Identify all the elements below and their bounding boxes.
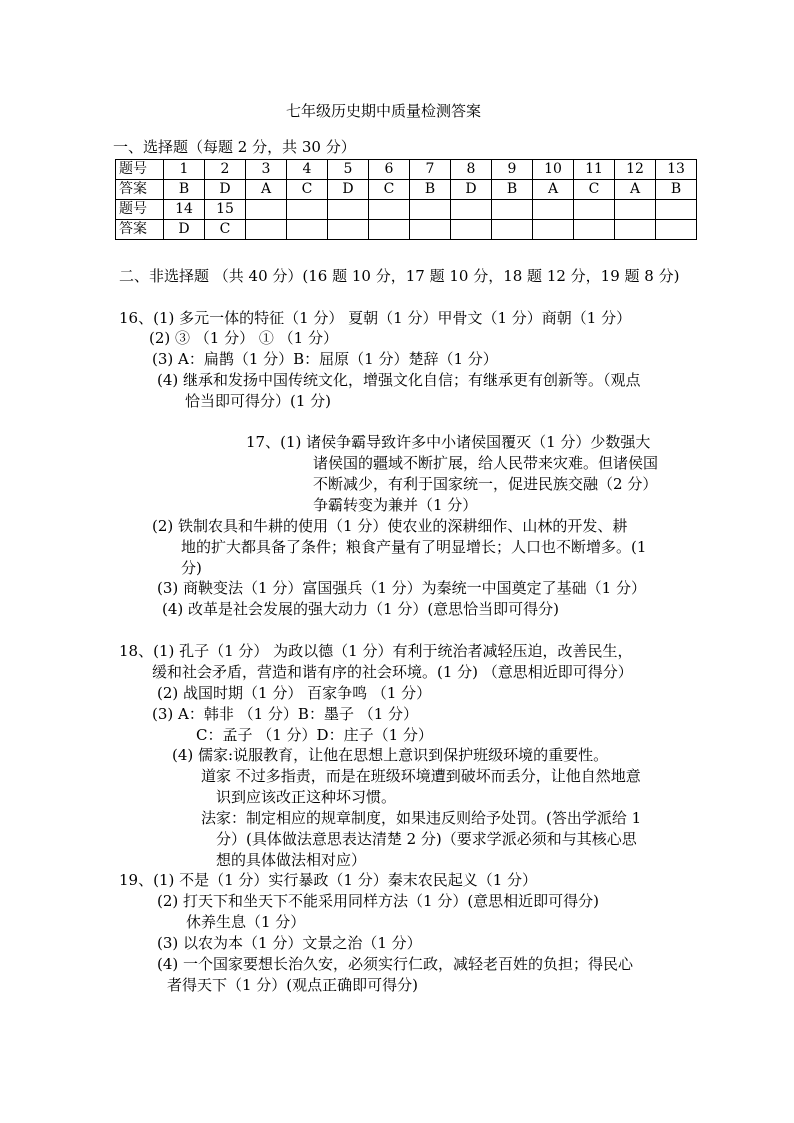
- answer-line: (2) ③ （1 分） ① （1 分）: [149, 329, 338, 347]
- table-cell: 3: [246, 160, 287, 180]
- table-cell: 11: [574, 160, 615, 180]
- answer-line: 恰当即可得分）(1 分): [185, 392, 332, 410]
- table-cell: [615, 220, 656, 240]
- table-cell: C: [574, 180, 615, 200]
- answer-line: 缓和社会矛盾，营造和谐有序的社会环境。(1 分) （意思相近即可得分）: [152, 663, 633, 681]
- table-cell: [369, 200, 410, 220]
- answer-line: (4) 改革是社会发展的强大动力（1 分）(意思恰当即可得分): [162, 600, 560, 618]
- table-cell: 题号: [116, 160, 164, 180]
- table-cell: B: [656, 180, 697, 200]
- answer-line: 想的具体做法相对应）: [216, 851, 367, 869]
- answer-line: 17、(1) 诸侯争霸导致许多中小诸侯国覆灭（1 分）少数强大: [246, 433, 651, 451]
- table-cell: 15: [205, 200, 246, 220]
- table-cell: [246, 220, 287, 240]
- table-cell: [287, 220, 328, 240]
- table-cell: [656, 200, 697, 220]
- answer-line: 分): [181, 559, 202, 577]
- table-cell: [328, 220, 369, 240]
- table-cell: 6: [369, 160, 410, 180]
- table-cell: 12: [615, 160, 656, 180]
- answer-line: (2) 铁制农具和牛耕的使用（1 分）使农业的深耕细作、山林的开发、耕: [152, 517, 628, 535]
- table-cell: [574, 200, 615, 220]
- answer-line: (4) 一个国家要想长治久安，必须实行仁政，减轻老百姓的负担；得民心: [157, 955, 634, 973]
- table-cell: [246, 200, 287, 220]
- table-cell: 9: [492, 160, 533, 180]
- answer-line: 道家 不过多指责，而是在班级环境遭到破坏而丢分，让他自然地意: [201, 767, 641, 785]
- answer-line: (4) 儒家:说服教育，让他在思想上意识到保护班级环境的重要性。: [172, 746, 609, 764]
- answer-table: [115, 159, 697, 240]
- table-cell: B: [410, 180, 451, 200]
- answer-line: 法家：制定相应的规章制度，如果违反则给予处罚。(答出学派给 1: [201, 809, 642, 827]
- section1-heading: 一、选择题（每题 2 分，共 30 分）: [113, 138, 356, 156]
- table-cell: A: [533, 180, 574, 200]
- table-cell: C: [205, 220, 246, 240]
- answer-line: (3) 商鞅变法（1 分）富国强兵（1 分）为秦统一中国奠定了基础（1 分）: [157, 579, 646, 597]
- answer-line: (2) 战国时期（1 分） 百家争鸣 （1 分）: [157, 684, 432, 702]
- table-cell: [615, 200, 656, 220]
- table-cell: [410, 200, 451, 220]
- table-cell: 10: [533, 160, 574, 180]
- table-cell: [492, 220, 533, 240]
- table-cell: B: [164, 180, 205, 200]
- table-cell: 7: [410, 160, 451, 180]
- answer-line: (3) A：韩非 （1 分）B：墨子 （1 分）: [152, 705, 419, 723]
- table-cell: [287, 200, 328, 220]
- table-cell: 答案: [116, 220, 164, 240]
- table-cell: 8: [451, 160, 492, 180]
- answer-line: (4) 继承和发扬中国传统文化，增强文化自信；有继承更有创新等。（观点: [157, 371, 641, 389]
- table-cell: [369, 220, 410, 240]
- section2-heading: 二、非选择题 （共 40 分）(16 题 10 分，17 题 10 分，18 题 12 分，19 题 8 分): [119, 267, 680, 285]
- table-cell: [451, 220, 492, 240]
- answer-line: (3) 以农为本（1 分）文景之治（1 分）: [157, 934, 422, 952]
- table-row: [116, 180, 697, 200]
- table-cell: 13: [656, 160, 697, 180]
- answer-line: 不断减少，有利于国家统一，促进民族交融（2 分）: [313, 475, 658, 493]
- answer-line: 争霸转变为兼并（1 分）: [313, 496, 478, 514]
- answer-line: 休养生息（1 分）: [186, 913, 306, 931]
- answer-line: 诸侯国的疆域不断扩展，给人民带来灾难。但诸侯国: [313, 454, 659, 472]
- table-cell: C: [287, 180, 328, 200]
- table-cell: [492, 200, 533, 220]
- table-cell: A: [615, 180, 656, 200]
- table-cell: [533, 220, 574, 240]
- table-cell: 2: [205, 160, 246, 180]
- page-title: 七年级历史期中质量检测答案: [286, 102, 482, 120]
- table-row: [116, 160, 697, 180]
- answer-line: 者得天下（1 分）(观点正确即可得分): [167, 976, 419, 994]
- table-cell: [328, 200, 369, 220]
- table-cell: A: [246, 180, 287, 200]
- table-cell: 1: [164, 160, 205, 180]
- table-cell: D: [164, 220, 205, 240]
- table-cell: C: [369, 180, 410, 200]
- answer-line: 分）(具体做法意思表达清楚 2 分)（要求学派必须和与其核心思: [216, 830, 637, 848]
- table-cell: 14: [164, 200, 205, 220]
- answer-line: 19、(1) 不是（1 分）实行暴政（1 分）秦末农民起义（1 分）: [119, 871, 538, 889]
- table-cell: 答案: [116, 180, 164, 200]
- table-cell: 题号: [116, 200, 164, 220]
- table-cell: B: [492, 180, 533, 200]
- answer-line: (3) A：扁鹊（1 分）B：屈原（1 分）楚辞（1 分）: [152, 350, 498, 368]
- table-cell: [574, 220, 615, 240]
- answer-line: 识到应该改正这种坏习惯。: [216, 788, 397, 806]
- table-cell: 5: [328, 160, 369, 180]
- table-cell: [533, 200, 574, 220]
- table-cell: D: [328, 180, 369, 200]
- table-row: [116, 220, 697, 240]
- table-cell: [410, 220, 451, 240]
- answer-line: 16、(1) 多元一体的特征（1 分） 夏朝（1 分）甲骨文（1 分）商朝（1 分）: [119, 309, 632, 327]
- table-cell: D: [451, 180, 492, 200]
- table-cell: 4: [287, 160, 328, 180]
- answer-line: (2) 打天下和坐天下不能采用同样方法（1 分）(意思相近即可得分): [157, 892, 600, 910]
- answer-line: 地的扩大都具备了条件；粮食产量有了明显增长；人口也不断增多。(1: [181, 538, 647, 556]
- table-cell: D: [205, 180, 246, 200]
- answer-line: 18、(1) 孔子（1 分） 为政以德（1 分）有利于统治者减轻压迫，改善民生，: [119, 642, 633, 660]
- table-cell: [451, 200, 492, 220]
- answer-line: C：孟子 （1 分）D：庄子（1 分）: [196, 726, 433, 744]
- table-cell: [656, 220, 697, 240]
- table-row: [116, 200, 697, 220]
